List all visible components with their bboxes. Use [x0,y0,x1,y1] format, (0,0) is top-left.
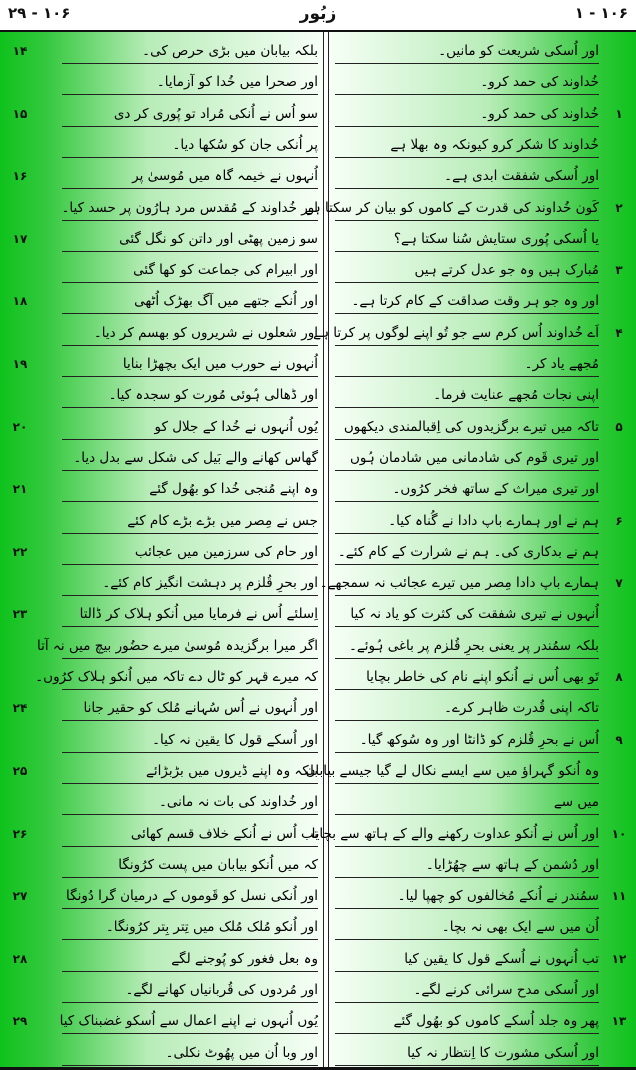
line-underline [335,376,599,377]
verse-line: اور اُنکے جتھے میں آگ بھڑک اُٹھی [134,293,318,310]
line-underline [335,63,599,64]
line-underline [335,564,599,565]
verse-line: اور حام کی سرزمین میں عجائب [134,543,318,560]
line-underline [335,720,599,721]
verse-line: ہمارے باپ دادا مِصر میں تیرے عجائب نہ سمجھے۔ [319,575,599,592]
verse-line: اگر میرا برگزیدہ مُوسیٰ میرے حضُور بیچ میں نہ آتا [37,637,318,654]
line-underline [335,533,599,534]
verse-line: ہم نے بدکاری کی۔ ہم نے شرارت کے کام کئے۔ [337,543,599,560]
verse-line: اور وبا اُن میں پھُوٹ نکلی۔ [165,1044,318,1061]
line-underline [335,220,599,221]
line-underline [62,157,318,158]
verse-number: ۱۷ [12,231,28,246]
line-underline [335,501,599,502]
verse-number: ۲۷ [12,889,28,904]
line-underline [62,63,318,64]
verse-number: ۹ [615,732,623,747]
verse-line: پر اُنکی جان کو سُکھا دیا۔ [172,136,318,153]
verse-number: ۸ [615,670,623,684]
verse-number: ۳ [615,263,623,278]
verse-number: ۶ [615,513,623,528]
verse-line: وہ اپنے مُنجی خُدا کو بھُول گئے [149,481,318,498]
verse-number: ۱۳ [611,1014,627,1029]
line-underline [335,282,599,283]
line-underline [62,752,318,753]
verse-number: ۱۰ [611,826,627,841]
verse-line: اور اُسکی شریعت کو مانیں۔ [438,43,599,59]
verse-line: کَون خُداوند کی قدرت کے کاموں کو بیان کر سکتا ہے [304,199,599,216]
verse-line: کہ میں اُنکو بیابان میں پست کرُونگا [118,856,318,873]
line-underline [335,94,599,95]
verse-line: وہ اُنکو گہراؤ میں سے ایسے نکال لے گیا جیسے بیابان [305,762,599,779]
line-underline [62,814,318,815]
line-underline [335,595,599,596]
line-underline [335,1065,599,1066]
verse-line: خُداوند کی حمد کرو۔ [480,74,599,91]
book-title: زبُور [299,4,337,24]
verse-line: تب اُس نے اُنکے خلاف قسم کھائی [130,825,318,842]
verse-number: ۷ [615,576,623,591]
verse-line: اُنہوں نے حورب میں ایک بچھڑا بنایا [122,356,318,372]
line-underline [62,533,318,534]
line-underline [62,94,318,95]
verse-line: اور تیری قَوم کی شادمانی میں شادمان ہُوں [349,449,599,466]
line-underline [335,908,599,909]
header-left-reference: ۲۹ - ۱۰۶ [8,4,71,22]
verse-number: ۱۶ [12,169,28,184]
line-underline [62,188,318,189]
line-underline [62,783,318,784]
line-underline [335,626,599,627]
line-underline [62,564,318,565]
verse-line: تاکہ اپنی قُدرت ظاہر کرے۔ [444,700,599,717]
verse-line: گھاس کھانے والے بَیل کی شکل سے بدل دیا۔ [73,449,318,466]
verse-number: ۲۳ [12,607,28,622]
verse-line: اور مُردوں کی قُربانیاں کھانے لگے۔ [125,982,318,998]
verse-line: اور اُنکو مُلک مُلک میں تِتر بِتر کرُونگا۔ [105,919,318,936]
verse-number: ۲۶ [12,826,28,841]
line-underline [335,689,599,690]
verse-line: خُداوند کا شکر کرو کیونکہ وہ بھلا ہے [390,136,599,153]
verse-line: یُوں اُنہوں نے اپنے اعمال سے اُسکو غضبناک کیا [59,1013,318,1030]
line-underline [62,846,318,847]
left-column [0,32,323,1070]
verse-line: اور بحرِ قُلزم پر دہشت انگیز کام کئے۔ [102,575,318,592]
verse-line: یُوں اُنہوں نے خُدا کے جلال کو [154,418,318,435]
line-underline [335,345,599,346]
verse-number: ۱۴ [12,44,28,58]
verse-number: ۲۵ [12,763,28,778]
verse-line: اور اُس نے اُنکو عداوت رکھنے والے کے ہاتھ سے بچایا [311,825,599,842]
verse-line: اور خُداوند کے مُقدس مرد ہارُون پر حسد کیا۔ [61,199,318,216]
line-underline [335,188,599,189]
verse-line: اور وہ جو ہر وقت صداقت کے کام کرتا ہے۔ [351,293,599,310]
verse-line: جس نے مِصر میں بڑے بڑے کام کئے [127,512,318,529]
line-underline [335,752,599,753]
line-underline [335,157,599,158]
line-underline [62,282,318,283]
verse-line: تاکہ میں تیرے برگزیدوں کی اِقبالمندی دیکھوں [343,418,599,435]
verse-line: وہ بعل فغور کو پُوجنے لگے [171,950,318,967]
line-underline [335,439,599,440]
verse-line: سو زمین پھٹی اور داتن کو نگل گئی [119,230,318,247]
verse-line: تب اُنہوں نے اُسکے قول کا یقین کیا [404,950,599,967]
line-underline [62,1065,318,1066]
line-underline [62,501,318,502]
verse-line: بلکہ بیابان میں بڑی حرص کی۔ [142,43,318,59]
verse-line: اور اُسکی مدح سرائی کرنے لگے۔ [413,982,599,998]
verse-line: اور اُنہوں نے اُس سُہانے مُلک کو حقیر جانا [83,700,318,717]
verse-line: میں سے [553,794,599,811]
line-underline [62,595,318,596]
line-underline [62,470,318,471]
verse-number: ۱ [615,106,623,121]
verse-line: سو اُس نے اُنکی مُراد تو پُوری کر دی [113,105,318,122]
verse-line: مُجھے یاد کر۔ [524,356,599,372]
verse-line: اُس نے بحرِ قُلزم کو ڈانٹا اور وہ سُوکھ گیا۔ [359,731,599,748]
verse-line: کہ میرے قہر کو ٹال دے تاکہ میں اُنکو ہلاک کرُوں۔ [35,669,318,685]
right-column [304,32,636,1070]
verse-line: اور صحرا میں خُدا کو آزمایا۔ [156,74,318,91]
verse-line: بلکہ سمُندر پر یعنی بحرِ قُلزم پر باغی ہُوئے۔ [348,637,599,654]
line-underline [62,220,318,221]
verse-number: ۵ [615,419,623,434]
line-underline [62,877,318,878]
line-underline [335,313,599,314]
verse-number: ۱۱ [611,889,627,904]
verse-line: اور شعلوں نے شریروں کو بھسم کر دیا۔ [93,324,318,341]
verse-number: ۲۴ [12,701,28,716]
page-header [0,0,636,32]
verse-number: ۲ [615,200,623,215]
line-underline [335,971,599,972]
line-underline [335,407,599,408]
line-underline [335,658,599,659]
line-underline [62,407,318,408]
header-right-reference: ۱ - ۱۰۶ [574,4,628,22]
line-underline [62,345,318,346]
line-underline [62,1002,318,1003]
line-underline [335,126,599,127]
line-underline [62,313,318,314]
verse-line: اور تیری میراث کے ساتھ فخر کرُوں۔ [392,481,599,498]
verse-line: پھر وہ جلد اُسکے کاموں کو بھُول گئے [393,1013,599,1030]
verse-line: اُن میں سے ایک بھی نہ بچا۔ [441,919,599,936]
verse-number: ۲۲ [12,544,28,559]
verse-number: ۲۹ [12,1014,28,1029]
line-underline [62,971,318,972]
line-underline [62,1033,318,1034]
line-underline [335,470,599,471]
verse-number: ۴ [615,325,623,340]
verse-line: یا اُسکی پُوری ستایش سُنا سکتا ہے؟ [393,230,599,247]
verse-line: اور ڈھالی ہُوئی مُورت کو سجدہ کیا۔ [108,387,318,404]
verse-line: اپنی نجات مُجھے عنایت فرما۔ [433,387,599,404]
line-underline [335,939,599,940]
verse-line: سمُندر نے اُنکے مُخالفوں کو چھپا لیا۔ [397,888,599,905]
line-underline [335,877,599,878]
verse-number: ۱۲ [611,951,627,966]
line-underline [62,126,318,127]
line-underline [335,1002,599,1003]
verse-line: اور خُداوند کی بات نہ مانی۔ [159,794,318,811]
verse-number: ۱۹ [12,357,28,371]
line-underline [62,720,318,721]
verse-line: اَے خُداوند اُس کرم سے جو تُو اپنے لوگوں پر کرتا ہے [313,324,599,341]
verse-line: اور دُشمن کے ہاتھ سے چھُڑایا۔ [425,856,599,873]
line-underline [335,251,599,252]
line-underline [62,658,318,659]
verse-line: اور اُنکی نسل کو قَوموں کے درمیان گرا دُونگا [66,888,318,905]
line-underline [62,439,318,440]
verse-line: بلکہ وہ اپنے ڈیروں میں بڑبڑائے [145,762,318,779]
verse-number: ۲۸ [12,951,28,966]
verse-line: اُنہوں نے تیری شفقت کی کثرت کو یاد نہ کیا [350,606,599,623]
line-underline [62,251,318,252]
line-underline [335,1033,599,1034]
line-underline [62,376,318,377]
verse-line: اور اُسکی شفقت ابدی ہے۔ [444,168,599,185]
verse-line: اور ابیرام کی جماعت کو کھا گئی [133,262,318,279]
verse-number: ۲۱ [12,482,28,497]
verse-number: ۲۰ [12,419,28,434]
line-underline [335,783,599,784]
verse-line: مُبارک ہیں وہ جو عدل کرتے ہیں [414,262,599,279]
verse-line: ہم نے اور ہمارے باپ دادا نے گُناہ کیا۔ [388,512,599,529]
verse-line: اور اُسکی مشورت کا اِنتظار نہ کیا [407,1044,599,1061]
verse-number: ۱۵ [12,106,28,121]
verse-line: خُداوند کی حمد کرو۔ [480,105,599,122]
line-underline [335,814,599,815]
verse-line: اِسلئے اُس نے فرمایا میں اُنکو ہلاک کر ڈالتا [79,606,318,623]
line-underline [62,939,318,940]
verse-line: اور اُسکے قول کا یقین نہ کیا۔ [152,731,318,748]
verse-line: تَو بھی اُس نے اُنکو اپنے نام کی خاطر بچایا [366,669,599,685]
line-underline [62,908,318,909]
line-underline [335,846,599,847]
verse-number: ۱۸ [12,294,28,309]
line-underline [62,626,318,627]
line-underline [62,689,318,690]
verse-line: اُنہوں نے خیمہ گاہ میں مُوسیٰ پر [132,168,318,185]
